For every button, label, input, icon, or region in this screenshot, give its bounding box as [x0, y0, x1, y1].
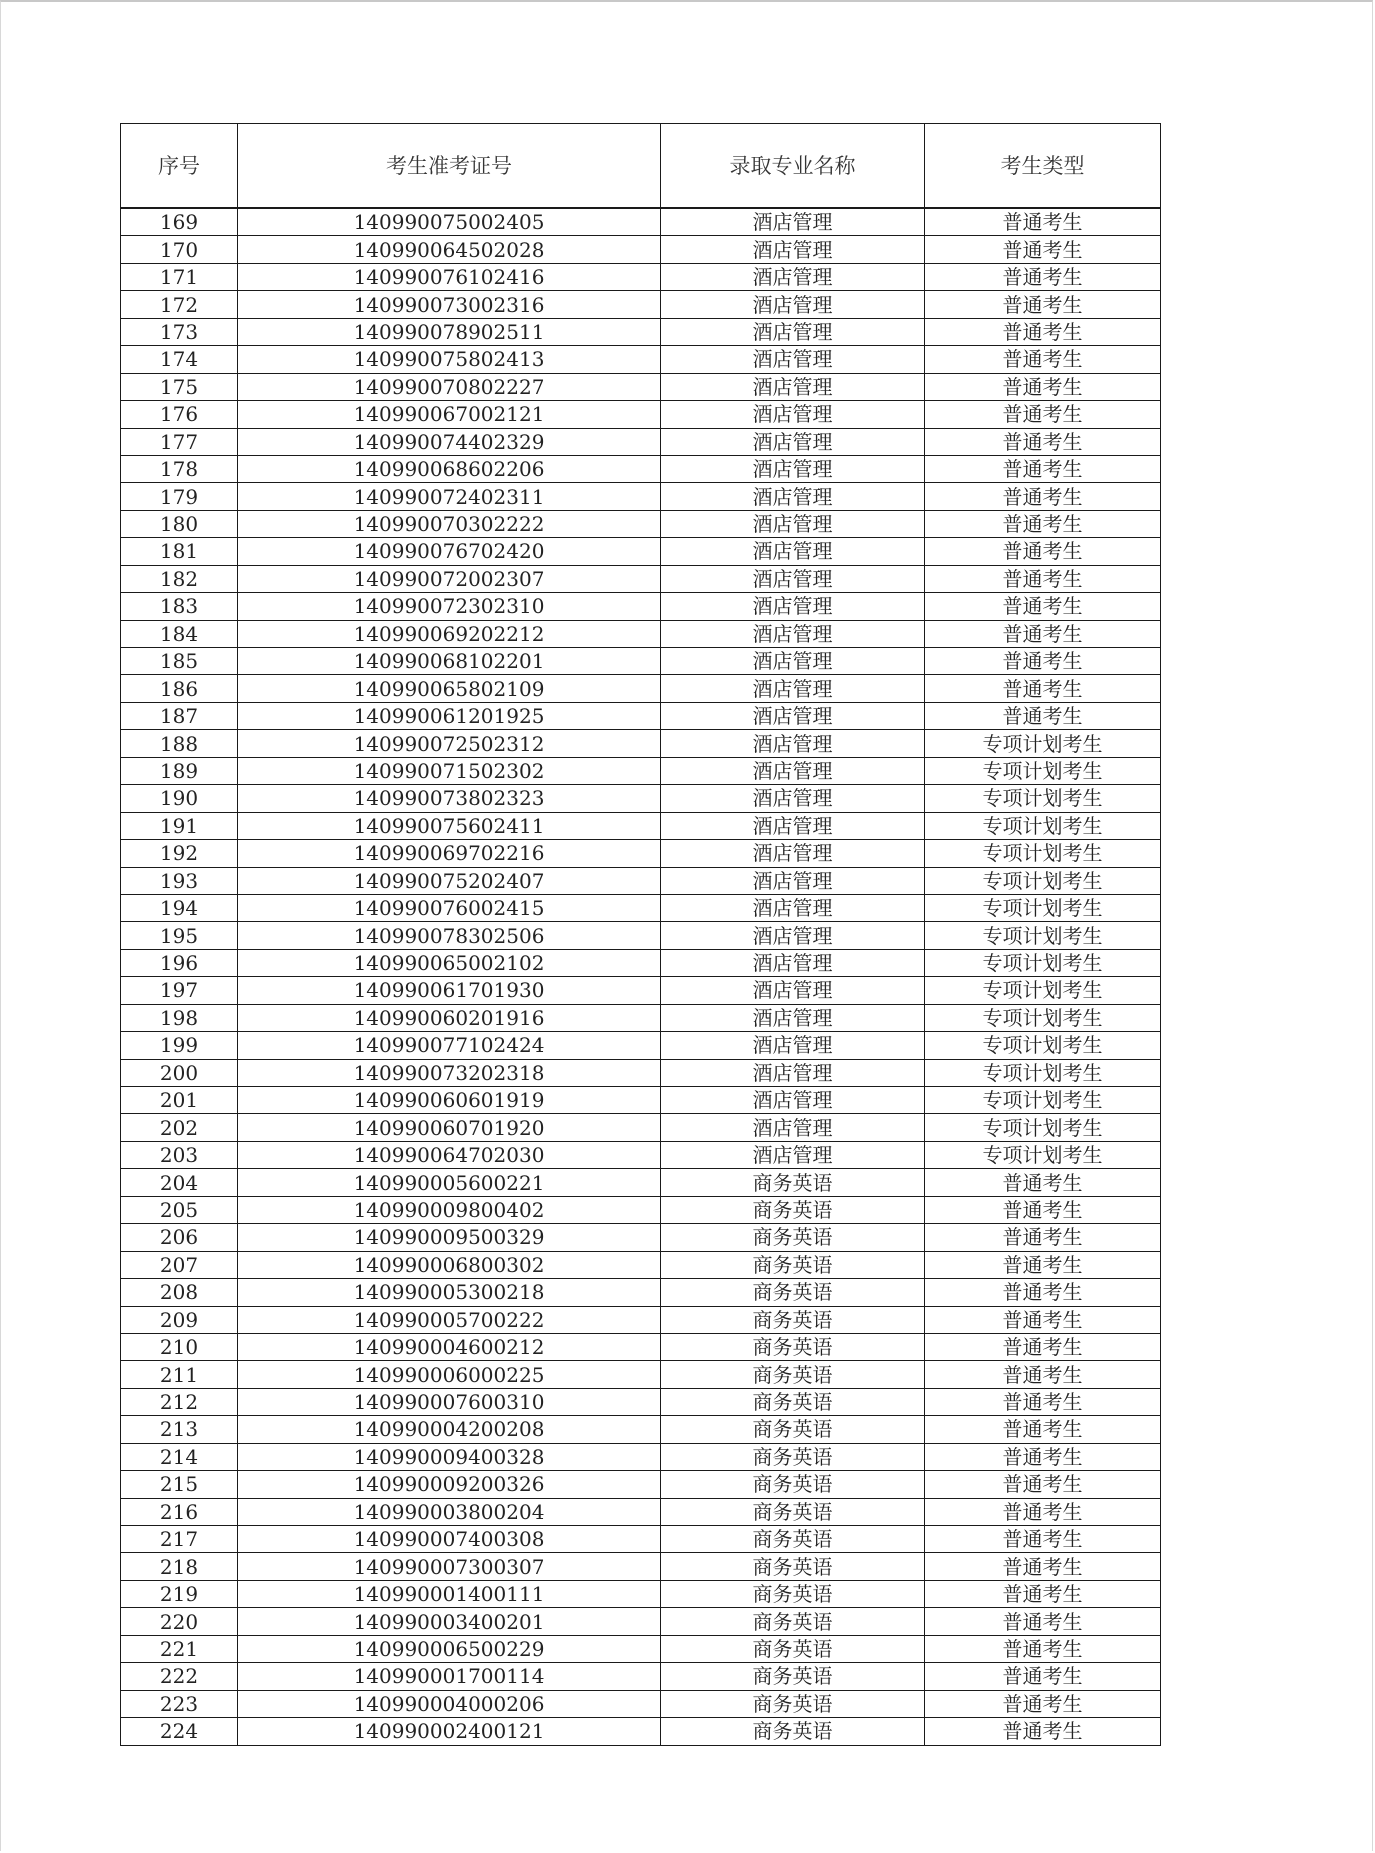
candidate-type-cell: 普通考生 [925, 1279, 1161, 1306]
header-exam-ticket-number: 考生准考证号 [238, 124, 661, 209]
exam-ticket-number-cell: 140990070302222 [238, 510, 661, 537]
candidate-type-cell: 普通考生 [925, 1196, 1161, 1223]
exam-ticket-number-cell: 140990072002307 [238, 565, 661, 592]
candidate-type-cell: 普通考生 [925, 1553, 1161, 1580]
admitted-major-cell: 商务英语 [661, 1635, 925, 1662]
exam-ticket-number-cell: 140990064502028 [238, 236, 661, 263]
exam-ticket-number-cell: 140990078902511 [238, 318, 661, 345]
table-row [121, 1306, 1161, 1333]
candidate-type-cell: 普通考生 [925, 510, 1161, 537]
table-row [121, 922, 1161, 949]
admitted-major-cell: 商务英语 [661, 1580, 925, 1607]
table-row [121, 1388, 1161, 1415]
admitted-major-cell: 酒店管理 [661, 1032, 925, 1059]
serial-number-cell: 189 [121, 757, 238, 784]
header-serial-number: 序号 [121, 124, 238, 209]
serial-number-cell: 197 [121, 977, 238, 1004]
admitted-major-cell: 商务英语 [661, 1416, 925, 1443]
exam-ticket-number-cell: 140990073202318 [238, 1059, 661, 1086]
exam-ticket-number-cell: 140990072402311 [238, 483, 661, 510]
table-row [121, 840, 1161, 867]
exam-ticket-number-cell: 140990072502312 [238, 730, 661, 757]
admitted-major-cell: 商务英语 [661, 1333, 925, 1360]
table-row [121, 1663, 1161, 1690]
admitted-major-cell: 酒店管理 [661, 867, 925, 894]
exam-ticket-number-cell: 140990067002121 [238, 401, 661, 428]
admitted-major-cell: 商务英语 [661, 1718, 925, 1745]
serial-number-cell: 210 [121, 1333, 238, 1360]
table-row [121, 1361, 1161, 1388]
admitted-major-cell: 酒店管理 [661, 483, 925, 510]
serial-number-cell: 181 [121, 538, 238, 565]
table-row [121, 208, 1161, 236]
exam-ticket-number-cell: 140990074402329 [238, 428, 661, 455]
admitted-major-cell: 商务英语 [661, 1306, 925, 1333]
serial-number-cell: 213 [121, 1416, 238, 1443]
serial-number-cell: 209 [121, 1306, 238, 1333]
exam-ticket-number-cell: 140990076102416 [238, 263, 661, 290]
table-row [121, 1224, 1161, 1251]
exam-ticket-number-cell: 140990005300218 [238, 1279, 661, 1306]
exam-ticket-number-cell: 140990076002415 [238, 894, 661, 921]
serial-number-cell: 176 [121, 401, 238, 428]
serial-number-cell: 188 [121, 730, 238, 757]
table-row [121, 1087, 1161, 1114]
serial-number-cell: 193 [121, 867, 238, 894]
candidate-type-cell: 普通考生 [925, 401, 1161, 428]
admitted-major-cell: 商务英语 [661, 1251, 925, 1278]
candidate-type-cell: 普通考生 [925, 1416, 1161, 1443]
admitted-major-cell: 商务英语 [661, 1169, 925, 1196]
serial-number-cell: 205 [121, 1196, 238, 1223]
admitted-major-cell: 酒店管理 [661, 922, 925, 949]
exam-ticket-number-cell: 140990006500229 [238, 1635, 661, 1662]
table-row [121, 538, 1161, 565]
exam-ticket-number-cell: 140990060701920 [238, 1114, 661, 1141]
admitted-major-cell: 商务英语 [661, 1690, 925, 1717]
serial-number-cell: 186 [121, 675, 238, 702]
candidate-type-cell: 普通考生 [925, 1388, 1161, 1415]
serial-number-cell: 222 [121, 1663, 238, 1690]
candidate-type-cell: 普通考生 [925, 702, 1161, 729]
exam-ticket-number-cell: 140990007600310 [238, 1388, 661, 1415]
exam-ticket-number-cell: 140990072302310 [238, 593, 661, 620]
table-row [121, 455, 1161, 482]
serial-number-cell: 172 [121, 291, 238, 318]
exam-ticket-number-cell: 140990006800302 [238, 1251, 661, 1278]
table-row [121, 1443, 1161, 1470]
admitted-major-cell: 酒店管理 [661, 401, 925, 428]
table-row [121, 291, 1161, 318]
candidate-type-cell: 普通考生 [925, 1361, 1161, 1388]
admitted-major-cell: 酒店管理 [661, 812, 925, 839]
table-row [121, 894, 1161, 921]
serial-number-cell: 183 [121, 593, 238, 620]
serial-number-cell: 212 [121, 1388, 238, 1415]
serial-number-cell: 191 [121, 812, 238, 839]
admitted-major-cell: 商务英语 [661, 1498, 925, 1525]
exam-ticket-number-cell: 140990075802413 [238, 346, 661, 373]
exam-ticket-number-cell: 140990065002102 [238, 949, 661, 976]
serial-number-cell: 200 [121, 1059, 238, 1086]
table-row [121, 565, 1161, 592]
table-row [121, 1526, 1161, 1553]
candidate-type-cell: 专项计划考生 [925, 1032, 1161, 1059]
admitted-major-cell: 商务英语 [661, 1361, 925, 1388]
exam-ticket-number-cell: 140990071502302 [238, 757, 661, 784]
table-row [121, 702, 1161, 729]
admitted-major-cell: 酒店管理 [661, 757, 925, 784]
table-row [121, 1580, 1161, 1607]
serial-number-cell: 179 [121, 483, 238, 510]
table-row [121, 1498, 1161, 1525]
serial-number-cell: 174 [121, 346, 238, 373]
table-header-row [121, 124, 1161, 209]
exam-ticket-number-cell: 140990009800402 [238, 1196, 661, 1223]
table-row [121, 620, 1161, 647]
exam-ticket-number-cell: 140990001400111 [238, 1580, 661, 1607]
table-row [121, 318, 1161, 345]
serial-number-cell: 220 [121, 1608, 238, 1635]
table-row [121, 1141, 1161, 1168]
candidate-type-cell: 专项计划考生 [925, 977, 1161, 1004]
exam-ticket-number-cell: 140990001700114 [238, 1663, 661, 1690]
exam-ticket-number-cell: 140990004000206 [238, 1690, 661, 1717]
table-row [121, 812, 1161, 839]
candidate-type-cell: 普通考生 [925, 236, 1161, 263]
candidate-type-cell: 专项计划考生 [925, 894, 1161, 921]
admitted-major-cell: 酒店管理 [661, 565, 925, 592]
candidate-type-cell: 普通考生 [925, 1498, 1161, 1525]
serial-number-cell: 215 [121, 1471, 238, 1498]
admitted-major-cell: 酒店管理 [661, 373, 925, 400]
admitted-major-cell: 商务英语 [661, 1196, 925, 1223]
table-row [121, 373, 1161, 400]
serial-number-cell: 194 [121, 894, 238, 921]
candidate-type-cell: 专项计划考生 [925, 757, 1161, 784]
table-row [121, 1608, 1161, 1635]
serial-number-cell: 219 [121, 1580, 238, 1607]
table-row [121, 1169, 1161, 1196]
admitted-major-cell: 商务英语 [661, 1279, 925, 1306]
candidate-type-cell: 普通考生 [925, 1306, 1161, 1333]
serial-number-cell: 170 [121, 236, 238, 263]
candidate-type-cell: 普通考生 [925, 1663, 1161, 1690]
exam-ticket-number-cell: 140990061701930 [238, 977, 661, 1004]
candidate-type-cell: 普通考生 [925, 620, 1161, 647]
candidate-type-cell: 普通考生 [925, 1224, 1161, 1251]
serial-number-cell: 217 [121, 1526, 238, 1553]
table-row [121, 346, 1161, 373]
candidate-type-cell: 普通考生 [925, 593, 1161, 620]
admitted-major-cell: 商务英语 [661, 1471, 925, 1498]
candidate-type-cell: 普通考生 [925, 1471, 1161, 1498]
candidate-type-cell: 普通考生 [925, 648, 1161, 675]
exam-ticket-number-cell: 140990005600221 [238, 1169, 661, 1196]
admitted-major-cell: 酒店管理 [661, 208, 925, 236]
exam-ticket-number-cell: 140990006000225 [238, 1361, 661, 1388]
exam-ticket-number-cell: 140990078302506 [238, 922, 661, 949]
exam-ticket-number-cell: 140990007400308 [238, 1526, 661, 1553]
table-row [121, 593, 1161, 620]
admitted-major-cell: 酒店管理 [661, 428, 925, 455]
admission-table [120, 123, 1161, 1746]
exam-ticket-number-cell: 140990061201925 [238, 702, 661, 729]
candidate-type-cell: 普通考生 [925, 565, 1161, 592]
serial-number-cell: 184 [121, 620, 238, 647]
table-row [121, 236, 1161, 263]
admitted-major-cell: 酒店管理 [661, 949, 925, 976]
serial-number-cell: 202 [121, 1114, 238, 1141]
table-row [121, 1718, 1161, 1745]
table-row [121, 483, 1161, 510]
candidate-type-cell: 普通考生 [925, 538, 1161, 565]
exam-ticket-number-cell: 140990003400201 [238, 1608, 661, 1635]
admitted-major-cell: 酒店管理 [661, 236, 925, 263]
candidate-type-cell: 专项计划考生 [925, 1004, 1161, 1031]
table-row [121, 1004, 1161, 1031]
table-row [121, 510, 1161, 537]
table-row [121, 428, 1161, 455]
serial-number-cell: 216 [121, 1498, 238, 1525]
exam-ticket-number-cell: 140990070802227 [238, 373, 661, 400]
candidate-type-cell: 专项计划考生 [925, 1114, 1161, 1141]
admitted-major-cell: 酒店管理 [661, 1059, 925, 1086]
admitted-major-cell: 酒店管理 [661, 318, 925, 345]
candidate-type-cell: 普通考生 [925, 1608, 1161, 1635]
serial-number-cell: 171 [121, 263, 238, 290]
candidate-type-cell: 专项计划考生 [925, 812, 1161, 839]
candidate-type-cell: 普通考生 [925, 1718, 1161, 1745]
candidate-type-cell: 专项计划考生 [925, 730, 1161, 757]
candidate-type-cell: 专项计划考生 [925, 785, 1161, 812]
exam-ticket-number-cell: 140990065802109 [238, 675, 661, 702]
candidate-type-cell: 普通考生 [925, 1169, 1161, 1196]
admitted-major-cell: 酒店管理 [661, 894, 925, 921]
table-row [121, 949, 1161, 976]
candidate-type-cell: 专项计划考生 [925, 922, 1161, 949]
serial-number-cell: 192 [121, 840, 238, 867]
exam-ticket-number-cell: 140990004200208 [238, 1416, 661, 1443]
serial-number-cell: 196 [121, 949, 238, 976]
header-admitted-major: 录取专业名称 [661, 124, 925, 209]
candidate-type-cell: 普通考生 [925, 455, 1161, 482]
candidate-type-cell: 专项计划考生 [925, 1141, 1161, 1168]
exam-ticket-number-cell: 140990075002405 [238, 208, 661, 236]
candidate-type-cell: 普通考生 [925, 428, 1161, 455]
table-row [121, 1032, 1161, 1059]
table-row [121, 1251, 1161, 1278]
admitted-major-cell: 酒店管理 [661, 291, 925, 318]
candidate-type-cell: 专项计划考生 [925, 867, 1161, 894]
serial-number-cell: 182 [121, 565, 238, 592]
serial-number-cell: 224 [121, 1718, 238, 1745]
table-row [121, 1690, 1161, 1717]
exam-ticket-number-cell: 140990068602206 [238, 455, 661, 482]
table-row [121, 1114, 1161, 1141]
admitted-major-cell: 酒店管理 [661, 1087, 925, 1114]
exam-ticket-number-cell: 140990069202212 [238, 620, 661, 647]
serial-number-cell: 173 [121, 318, 238, 345]
admitted-major-cell: 商务英语 [661, 1608, 925, 1635]
candidate-type-cell: 普通考生 [925, 1443, 1161, 1470]
serial-number-cell: 169 [121, 208, 238, 236]
admitted-major-cell: 酒店管理 [661, 1114, 925, 1141]
candidate-type-cell: 普通考生 [925, 675, 1161, 702]
admitted-major-cell: 商务英语 [661, 1526, 925, 1553]
candidate-type-cell: 普通考生 [925, 1635, 1161, 1662]
table-row [121, 1635, 1161, 1662]
serial-number-cell: 175 [121, 373, 238, 400]
serial-number-cell: 204 [121, 1169, 238, 1196]
admitted-major-cell: 酒店管理 [661, 346, 925, 373]
table-row [121, 675, 1161, 702]
candidate-type-cell: 普通考生 [925, 263, 1161, 290]
serial-number-cell: 223 [121, 1690, 238, 1717]
table-row [121, 1059, 1161, 1086]
candidate-type-cell: 普通考生 [925, 483, 1161, 510]
exam-ticket-number-cell: 140990076702420 [238, 538, 661, 565]
serial-number-cell: 198 [121, 1004, 238, 1031]
candidate-type-cell: 专项计划考生 [925, 949, 1161, 976]
admitted-major-cell: 商务英语 [661, 1388, 925, 1415]
serial-number-cell: 195 [121, 922, 238, 949]
exam-ticket-number-cell: 140990075602411 [238, 812, 661, 839]
serial-number-cell: 218 [121, 1553, 238, 1580]
table-row [121, 730, 1161, 757]
exam-ticket-number-cell: 140990060601919 [238, 1087, 661, 1114]
admitted-major-cell: 酒店管理 [661, 593, 925, 620]
admitted-major-cell: 商务英语 [661, 1224, 925, 1251]
candidate-type-cell: 专项计划考生 [925, 1059, 1161, 1086]
admitted-major-cell: 商务英语 [661, 1663, 925, 1690]
serial-number-cell: 211 [121, 1361, 238, 1388]
candidate-type-cell: 普通考生 [925, 1690, 1161, 1717]
admitted-major-cell: 酒店管理 [661, 730, 925, 757]
candidate-type-cell: 普通考生 [925, 346, 1161, 373]
table-row [121, 1416, 1161, 1443]
exam-ticket-number-cell: 140990064702030 [238, 1141, 661, 1168]
serial-number-cell: 177 [121, 428, 238, 455]
table-row [121, 263, 1161, 290]
admitted-major-cell: 酒店管理 [661, 510, 925, 537]
exam-ticket-number-cell: 140990005700222 [238, 1306, 661, 1333]
table-row [121, 1553, 1161, 1580]
exam-ticket-number-cell: 140990069702216 [238, 840, 661, 867]
exam-ticket-number-cell: 140990003800204 [238, 1498, 661, 1525]
serial-number-cell: 185 [121, 648, 238, 675]
candidate-type-cell: 普通考生 [925, 1251, 1161, 1278]
serial-number-cell: 178 [121, 455, 238, 482]
table-row [121, 1196, 1161, 1223]
serial-number-cell: 214 [121, 1443, 238, 1470]
admitted-major-cell: 酒店管理 [661, 840, 925, 867]
exam-ticket-number-cell: 140990068102201 [238, 648, 661, 675]
serial-number-cell: 203 [121, 1141, 238, 1168]
candidate-type-cell: 普通考生 [925, 1333, 1161, 1360]
admitted-major-cell: 酒店管理 [661, 977, 925, 1004]
candidate-type-cell: 普通考生 [925, 1580, 1161, 1607]
table-row [121, 1333, 1161, 1360]
serial-number-cell: 180 [121, 510, 238, 537]
candidate-type-cell: 普通考生 [925, 208, 1161, 236]
table-row [121, 867, 1161, 894]
table-row [121, 785, 1161, 812]
serial-number-cell: 199 [121, 1032, 238, 1059]
candidate-type-cell: 专项计划考生 [925, 1087, 1161, 1114]
admitted-major-cell: 酒店管理 [661, 785, 925, 812]
exam-ticket-number-cell: 140990060201916 [238, 1004, 661, 1031]
admitted-major-cell: 商务英语 [661, 1443, 925, 1470]
table-row [121, 1279, 1161, 1306]
exam-ticket-number-cell: 140990073802323 [238, 785, 661, 812]
header-candidate-type: 考生类型 [925, 124, 1161, 209]
serial-number-cell: 187 [121, 702, 238, 729]
serial-number-cell: 190 [121, 785, 238, 812]
table-row [121, 1471, 1161, 1498]
serial-number-cell: 207 [121, 1251, 238, 1278]
candidate-type-cell: 普通考生 [925, 373, 1161, 400]
serial-number-cell: 221 [121, 1635, 238, 1662]
admitted-major-cell: 酒店管理 [661, 455, 925, 482]
candidate-type-cell: 普通考生 [925, 1526, 1161, 1553]
table-row [121, 648, 1161, 675]
admitted-major-cell: 酒店管理 [661, 648, 925, 675]
candidate-type-cell: 普通考生 [925, 318, 1161, 345]
exam-ticket-number-cell: 140990009500329 [238, 1224, 661, 1251]
exam-ticket-number-cell: 140990009200326 [238, 1471, 661, 1498]
candidate-type-cell: 普通考生 [925, 291, 1161, 318]
admitted-major-cell: 商务英语 [661, 1553, 925, 1580]
serial-number-cell: 206 [121, 1224, 238, 1251]
exam-ticket-number-cell: 140990077102424 [238, 1032, 661, 1059]
serial-number-cell: 201 [121, 1087, 238, 1114]
exam-ticket-number-cell: 140990073002316 [238, 291, 661, 318]
exam-ticket-number-cell: 140990002400121 [238, 1718, 661, 1745]
serial-number-cell: 208 [121, 1279, 238, 1306]
exam-ticket-number-cell: 140990007300307 [238, 1553, 661, 1580]
admitted-major-cell: 酒店管理 [661, 263, 925, 290]
admitted-major-cell: 酒店管理 [661, 675, 925, 702]
admitted-major-cell: 酒店管理 [661, 702, 925, 729]
admitted-major-cell: 酒店管理 [661, 1004, 925, 1031]
admitted-major-cell: 酒店管理 [661, 1141, 925, 1168]
exam-ticket-number-cell: 140990009400328 [238, 1443, 661, 1470]
table-row [121, 757, 1161, 784]
table-row [121, 977, 1161, 1004]
admitted-major-cell: 酒店管理 [661, 538, 925, 565]
exam-ticket-number-cell: 140990004600212 [238, 1333, 661, 1360]
candidate-type-cell: 专项计划考生 [925, 840, 1161, 867]
admitted-major-cell: 酒店管理 [661, 620, 925, 647]
table-row [121, 401, 1161, 428]
exam-ticket-number-cell: 140990075202407 [238, 867, 661, 894]
